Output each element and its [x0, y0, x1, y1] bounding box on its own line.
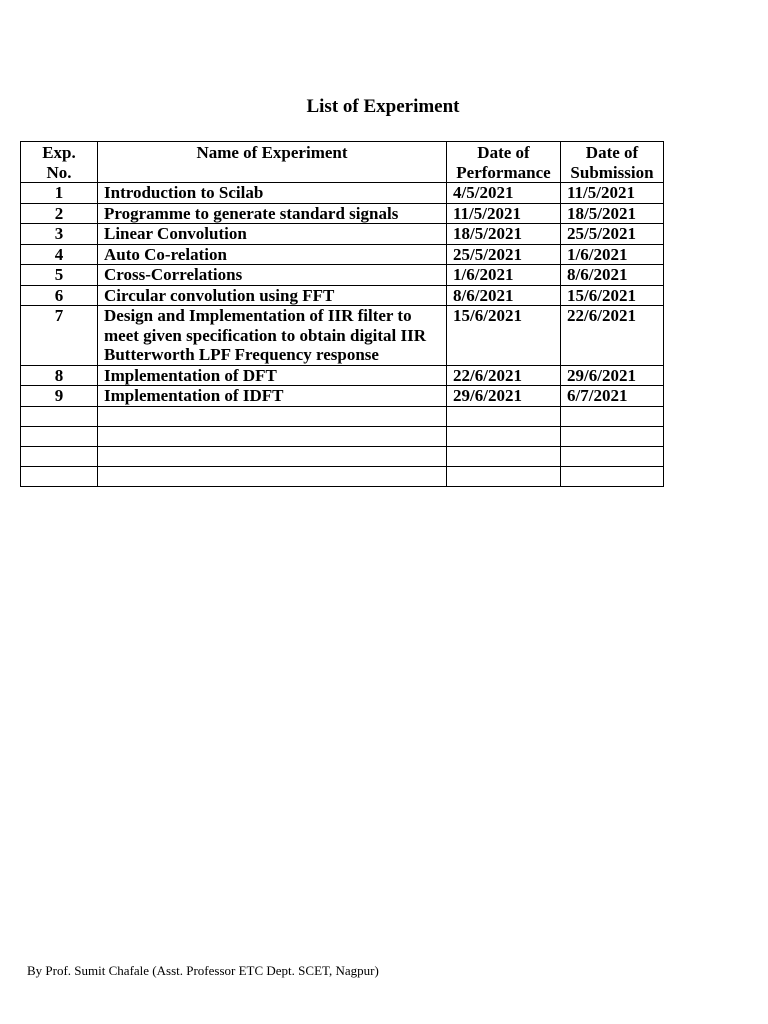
cell-experiment-name: Cross-Correlations	[98, 265, 447, 286]
table-header-row	[21, 142, 664, 183]
empty-cell	[561, 446, 664, 466]
empty-cell	[98, 466, 447, 486]
cell-date-of-performance: 4/5/2021	[447, 183, 561, 204]
cell-date-of-performance: 25/5/2021	[447, 244, 561, 265]
table-row	[21, 203, 664, 224]
empty-cell	[447, 406, 561, 426]
empty-cell	[447, 466, 561, 486]
cell-date-of-submission: 15/6/2021	[561, 285, 664, 306]
empty-cell	[447, 446, 561, 466]
empty-cell	[21, 426, 98, 446]
table-row	[21, 183, 664, 204]
cell-experiment-name: Programme to generate standard signals	[98, 203, 447, 224]
cell-date-of-performance: 22/6/2021	[447, 365, 561, 386]
cell-date-of-submission: 25/5/2021	[561, 224, 664, 245]
empty-cell	[561, 426, 664, 446]
cell-experiment-name: Design and Implementation of IIR filter to meet given specification to obtain digital IIR Butterworth LPF Frequency response	[98, 306, 447, 366]
header-date-of-performance	[447, 142, 561, 183]
cell-date-of-submission: 11/5/2021	[561, 183, 664, 204]
cell-experiment-name: Implementation of IDFT	[98, 386, 447, 407]
experiment-table	[20, 141, 664, 487]
table-row	[21, 224, 664, 245]
cell-experiment-name: Auto Co-relation	[98, 244, 447, 265]
empty-cell	[21, 466, 98, 486]
header-submission-line1: Date of	[585, 143, 639, 162]
header-performance-line1: Date of	[477, 143, 530, 162]
table-row	[21, 365, 664, 386]
empty-cell	[561, 466, 664, 486]
cell-date-of-submission: 18/5/2021	[561, 203, 664, 224]
table-row	[21, 386, 664, 407]
cell-date-of-submission: 22/6/2021	[561, 306, 664, 366]
cell-exp-no: 8	[21, 365, 98, 386]
empty-table-row	[21, 466, 664, 486]
empty-table-row	[21, 426, 664, 446]
cell-experiment-name: Circular convolution using FFT	[98, 285, 447, 306]
empty-cell	[98, 446, 447, 466]
header-exp-no-line1: Exp.	[42, 143, 76, 162]
empty-cell	[98, 406, 447, 426]
cell-exp-no: 9	[21, 386, 98, 407]
cell-date-of-submission: 8/6/2021	[561, 265, 664, 286]
header-exp-no	[21, 142, 98, 183]
empty-cell	[561, 406, 664, 426]
cell-experiment-name: Introduction to Scilab	[98, 183, 447, 204]
cell-date-of-performance: 8/6/2021	[447, 285, 561, 306]
header-submission-line2: Submission	[570, 162, 654, 182]
cell-date-of-performance: 11/5/2021	[447, 203, 561, 224]
empty-cell	[21, 446, 98, 466]
cell-date-of-performance: 1/6/2021	[447, 265, 561, 286]
empty-cell	[98, 426, 447, 446]
table-row	[21, 306, 664, 366]
page-title: List of Experiment	[306, 96, 460, 117]
cell-exp-no: 2	[21, 203, 98, 224]
cell-date-of-submission: 1/6/2021	[561, 244, 664, 265]
table-row	[21, 244, 664, 265]
cell-experiment-name: Implementation of DFT	[98, 365, 447, 386]
header-experiment-name: Name of Experiment	[98, 142, 447, 183]
table-row	[21, 265, 664, 286]
header-performance-line2: Performance	[456, 162, 551, 182]
header-exp-no-line2: No.	[46, 162, 72, 182]
cell-date-of-submission: 29/6/2021	[561, 365, 664, 386]
cell-date-of-performance: 29/6/2021	[447, 386, 561, 407]
cell-date-of-performance: 18/5/2021	[447, 224, 561, 245]
empty-cell	[21, 406, 98, 426]
cell-exp-no: 4	[21, 244, 98, 265]
empty-table-row	[21, 406, 664, 426]
table-body	[21, 183, 664, 487]
cell-date-of-submission: 6/7/2021	[561, 386, 664, 407]
cell-exp-no: 6	[21, 285, 98, 306]
table-row	[21, 285, 664, 306]
cell-exp-no: 7	[21, 306, 98, 366]
empty-cell	[447, 426, 561, 446]
cell-exp-no: 1	[21, 183, 98, 204]
footer-credit: By Prof. Sumit Chafale (Asst. Professor ETC Dept. SCET, Nagpur)	[27, 963, 379, 978]
header-date-of-submission	[561, 142, 664, 183]
cell-experiment-name: Linear Convolution	[98, 224, 447, 245]
cell-exp-no: 3	[21, 224, 98, 245]
cell-exp-no: 5	[21, 265, 98, 286]
cell-date-of-performance: 15/6/2021	[447, 306, 561, 366]
empty-table-row	[21, 446, 664, 466]
